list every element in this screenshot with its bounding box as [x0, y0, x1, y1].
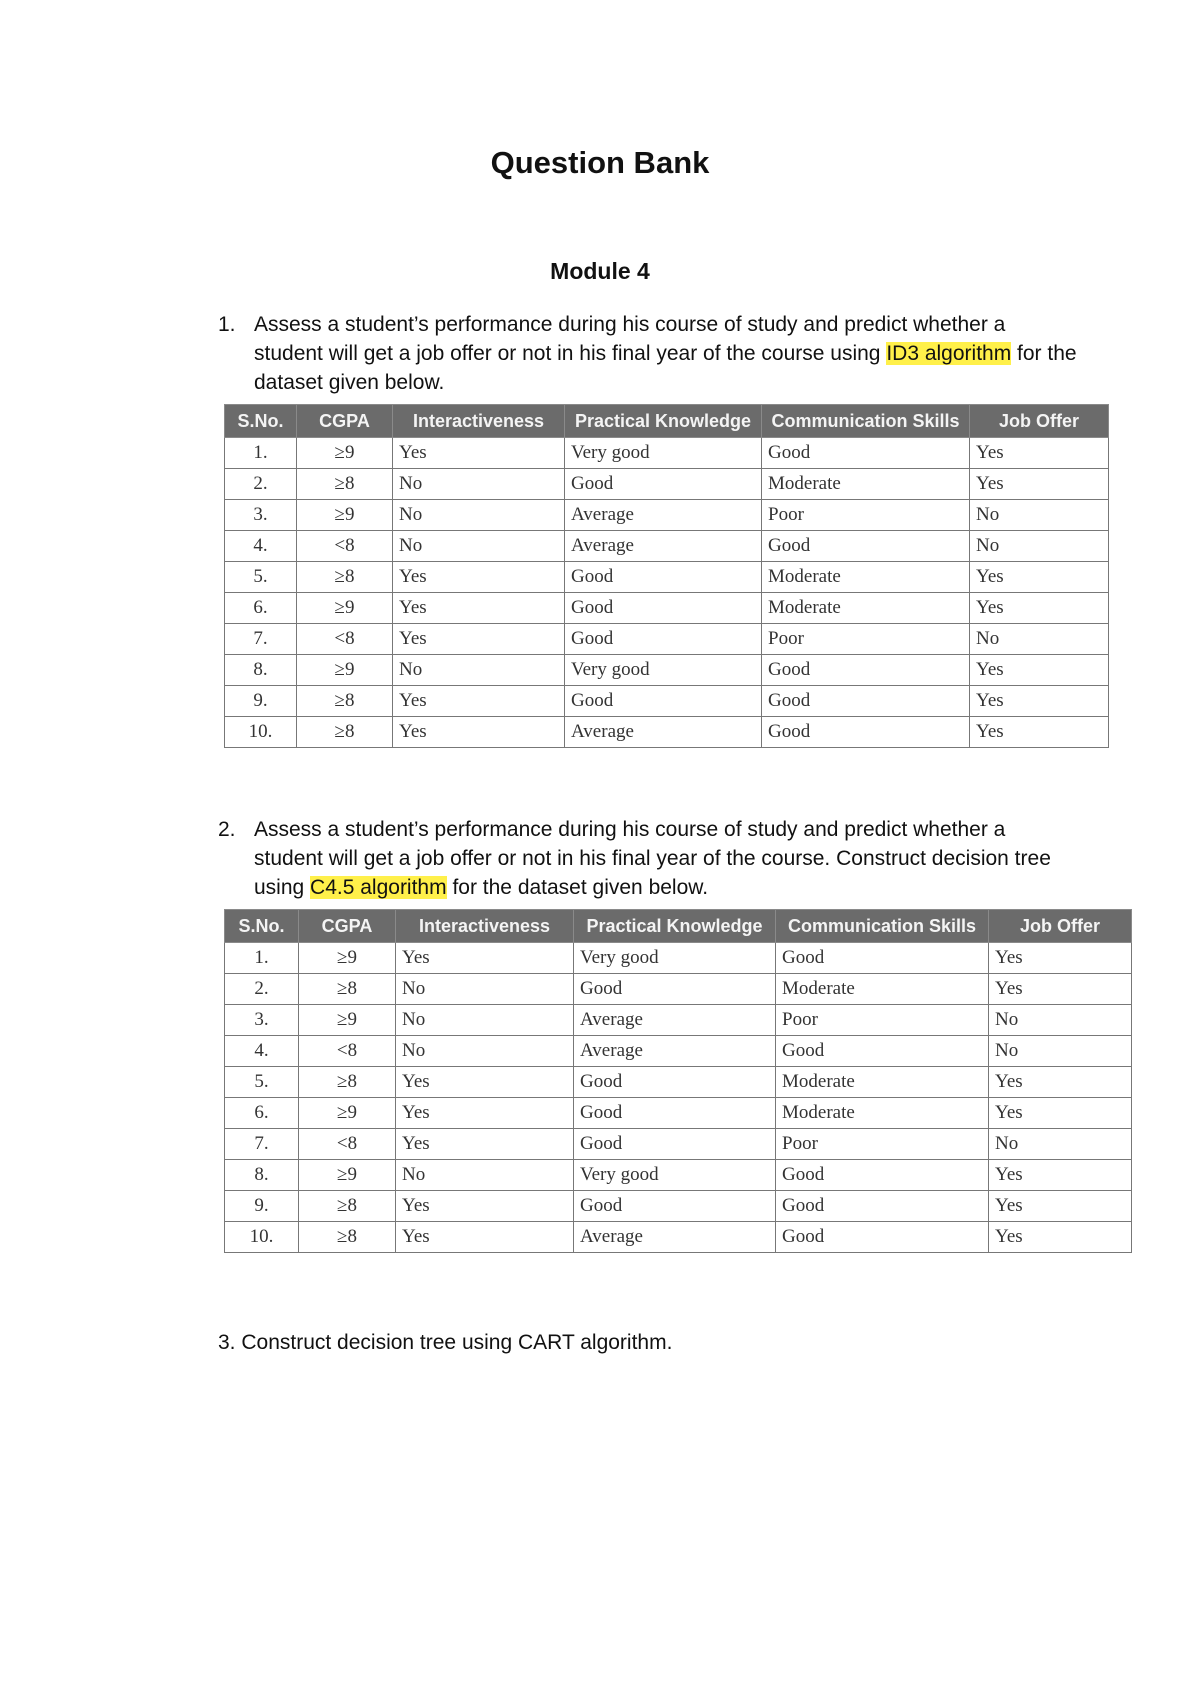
table-cell: 10.: [225, 1222, 299, 1253]
table-cell: ≥9: [299, 943, 396, 974]
table-cell: ≥9: [297, 593, 393, 624]
column-header: CGPA: [297, 405, 393, 438]
table-cell: Poor: [762, 624, 970, 655]
table-cell: 6.: [225, 1098, 299, 1129]
table-cell: Yes: [396, 1098, 574, 1129]
question-2-highlight: C4.5 algorithm: [310, 876, 447, 899]
table-cell: Good: [574, 1067, 776, 1098]
table-cell: No: [393, 500, 565, 531]
table-cell: Yes: [970, 562, 1109, 593]
table-cell: Yes: [396, 1067, 574, 1098]
question-1-text: [254, 310, 1078, 397]
table-cell: ≥8: [299, 1067, 396, 1098]
page-title: Question Bank: [490, 145, 710, 180]
table-cell: <8: [299, 1036, 396, 1067]
table-cell: Yes: [970, 655, 1109, 686]
table-cell: Yes: [396, 1191, 574, 1222]
table-cell: Yes: [989, 943, 1132, 974]
table-cell: 4.: [225, 531, 297, 562]
table-cell: No: [393, 531, 565, 562]
table-cell: Good: [574, 974, 776, 1005]
column-header: Communication Skills: [776, 910, 989, 943]
table-cell: Yes: [970, 717, 1109, 748]
column-header: Interactiveness: [396, 910, 574, 943]
table-row: [225, 562, 1109, 593]
table-cell: No: [393, 655, 565, 686]
dataset-table-1: [224, 404, 1109, 748]
table-cell: Yes: [393, 562, 565, 593]
table-cell: Moderate: [762, 593, 970, 624]
table-cell: 5.: [225, 1067, 299, 1098]
table-cell: ≥8: [299, 1222, 396, 1253]
table-row: [225, 593, 1109, 624]
column-header: CGPA: [299, 910, 396, 943]
table-cell: 3.: [225, 1005, 299, 1036]
question-2-number: 2.: [218, 818, 236, 841]
table-cell: 1.: [225, 438, 297, 469]
table-cell: Poor: [762, 500, 970, 531]
column-header: Practical Knowledge: [565, 405, 762, 438]
table-cell: Average: [574, 1036, 776, 1067]
table-row: [225, 1191, 1132, 1222]
question-2-text: [254, 815, 1078, 902]
table-cell: Yes: [396, 1129, 574, 1160]
table-row: [225, 1160, 1132, 1191]
table-cell: No: [396, 1036, 574, 1067]
table-row: [225, 469, 1109, 500]
table-cell: Good: [762, 438, 970, 469]
table-cell: Yes: [989, 1067, 1132, 1098]
table-cell: Yes: [970, 593, 1109, 624]
question-1: [218, 310, 1078, 397]
question-2-post: for the dataset given below.: [446, 876, 709, 899]
table-cell: Good: [574, 1129, 776, 1160]
table-row: [225, 1222, 1132, 1253]
dataset-table-2: [224, 909, 1132, 1253]
table-cell: ≥9: [297, 655, 393, 686]
table-row: [225, 943, 1132, 974]
table-cell: Yes: [393, 593, 565, 624]
table-cell: No: [396, 974, 574, 1005]
table-cell: 2.: [225, 469, 297, 500]
table-row: [225, 1129, 1132, 1160]
table-cell: Good: [762, 531, 970, 562]
table-cell: Average: [565, 717, 762, 748]
table-cell: Yes: [989, 1191, 1132, 1222]
table-cell: Yes: [989, 974, 1132, 1005]
table-cell: Yes: [393, 717, 565, 748]
module-heading: Module 4: [550, 258, 650, 284]
column-header: S.No.: [225, 910, 299, 943]
table-cell: No: [970, 624, 1109, 655]
table-cell: ≥8: [297, 717, 393, 748]
table-cell: 8.: [225, 655, 297, 686]
column-header: Communication Skills: [762, 405, 970, 438]
table-cell: No: [396, 1005, 574, 1036]
table-row: [225, 717, 1109, 748]
table-cell: 7.: [225, 1129, 299, 1160]
table-cell: Moderate: [762, 562, 970, 593]
table-cell: Very good: [565, 655, 762, 686]
table-row: [225, 1005, 1132, 1036]
table-cell: 6.: [225, 593, 297, 624]
table-row: [225, 1036, 1132, 1067]
table-cell: Moderate: [776, 974, 989, 1005]
table-cell: Good: [762, 686, 970, 717]
table-cell: Good: [762, 655, 970, 686]
table-cell: 3.: [225, 500, 297, 531]
table-cell: ≥8: [297, 469, 393, 500]
question-2: [218, 815, 1078, 902]
table-cell: Average: [574, 1222, 776, 1253]
table-cell: Average: [565, 531, 762, 562]
table-cell: ≥8: [299, 974, 396, 1005]
table-cell: Good: [565, 469, 762, 500]
table-cell: No: [989, 1129, 1132, 1160]
table-cell: Yes: [393, 686, 565, 717]
table-cell: Good: [776, 1222, 989, 1253]
question-2-pre: Assess a student’s performance during his course of study and predict whether a student will get a job offer or not in his final year of the course. Construct decision tree using: [254, 818, 1051, 899]
table-cell: Yes: [970, 469, 1109, 500]
table-cell: Yes: [970, 686, 1109, 717]
table-cell: Yes: [393, 438, 565, 469]
table-cell: Yes: [989, 1160, 1132, 1191]
table-cell: Good: [565, 686, 762, 717]
table-cell: Good: [762, 717, 970, 748]
table-cell: Poor: [776, 1005, 989, 1036]
table-cell: Very good: [574, 1160, 776, 1191]
table-cell: Moderate: [776, 1067, 989, 1098]
table-cell: Very good: [565, 438, 762, 469]
table-cell: <8: [299, 1129, 396, 1160]
column-header: S.No.: [225, 405, 297, 438]
question-1-pre: Assess a student’s performance during his course of study and predict whether a student will get a job offer or not in his final year of the course using: [254, 313, 1006, 365]
table-cell: No: [989, 1005, 1132, 1036]
table-cell: 9.: [225, 686, 297, 717]
table-cell: Good: [776, 1191, 989, 1222]
table-cell: Poor: [776, 1129, 989, 1160]
table-cell: 5.: [225, 562, 297, 593]
table-cell: ≥9: [297, 438, 393, 469]
table-cell: Good: [565, 624, 762, 655]
table-cell: ≥8: [297, 686, 393, 717]
table-cell: 10.: [225, 717, 297, 748]
table-cell: Average: [565, 500, 762, 531]
table-cell: Good: [776, 1160, 989, 1191]
table-cell: Yes: [970, 438, 1109, 469]
table-cell: 1.: [225, 943, 299, 974]
column-header: Interactiveness: [393, 405, 565, 438]
question-1-number: 1.: [218, 313, 236, 336]
table-cell: ≥9: [297, 500, 393, 531]
table-row: [225, 1098, 1132, 1129]
table-cell: <8: [297, 624, 393, 655]
table-cell: Yes: [396, 1222, 574, 1253]
table-cell: 7.: [225, 624, 297, 655]
table-cell: 9.: [225, 1191, 299, 1222]
table-cell: Very good: [574, 943, 776, 974]
column-header: Practical Knowledge: [574, 910, 776, 943]
table-row: [225, 531, 1109, 562]
table-cell: ≥9: [299, 1160, 396, 1191]
table-cell: Good: [574, 1191, 776, 1222]
column-header: Job Offer: [989, 910, 1132, 943]
table-row: [225, 1067, 1132, 1098]
table-row: [225, 500, 1109, 531]
table-row: [225, 686, 1109, 717]
table-row: [225, 974, 1132, 1005]
question-1-highlight: ID3 algorithm: [886, 342, 1012, 365]
table-cell: Average: [574, 1005, 776, 1036]
table-cell: Good: [574, 1098, 776, 1129]
table-cell: ≥9: [299, 1098, 396, 1129]
table-cell: No: [393, 469, 565, 500]
table-cell: No: [989, 1036, 1132, 1067]
table-cell: 2.: [225, 974, 299, 1005]
table-cell: Moderate: [762, 469, 970, 500]
table-cell: Yes: [393, 624, 565, 655]
table-row: [225, 655, 1109, 686]
question-1-post: for the dataset given below.: [254, 342, 1077, 394]
table-row: [225, 438, 1109, 469]
column-header: Job Offer: [970, 405, 1109, 438]
table-cell: 4.: [225, 1036, 299, 1067]
question-3: 3. Construct decision tree using CART algorithm.: [218, 1331, 673, 1354]
table-cell: Yes: [396, 943, 574, 974]
table-cell: ≥8: [297, 562, 393, 593]
table-cell: No: [970, 531, 1109, 562]
table-cell: Good: [565, 562, 762, 593]
table-cell: <8: [297, 531, 393, 562]
table-cell: Good: [776, 943, 989, 974]
table-cell: Good: [565, 593, 762, 624]
table-cell: Good: [776, 1036, 989, 1067]
table-cell: 8.: [225, 1160, 299, 1191]
table-row: [225, 624, 1109, 655]
table-cell: ≥9: [299, 1005, 396, 1036]
table-cell: Yes: [989, 1222, 1132, 1253]
table-cell: No: [396, 1160, 574, 1191]
table-cell: Yes: [989, 1098, 1132, 1129]
table-cell: No: [970, 500, 1109, 531]
table-cell: Moderate: [776, 1098, 989, 1129]
table-cell: ≥8: [299, 1191, 396, 1222]
